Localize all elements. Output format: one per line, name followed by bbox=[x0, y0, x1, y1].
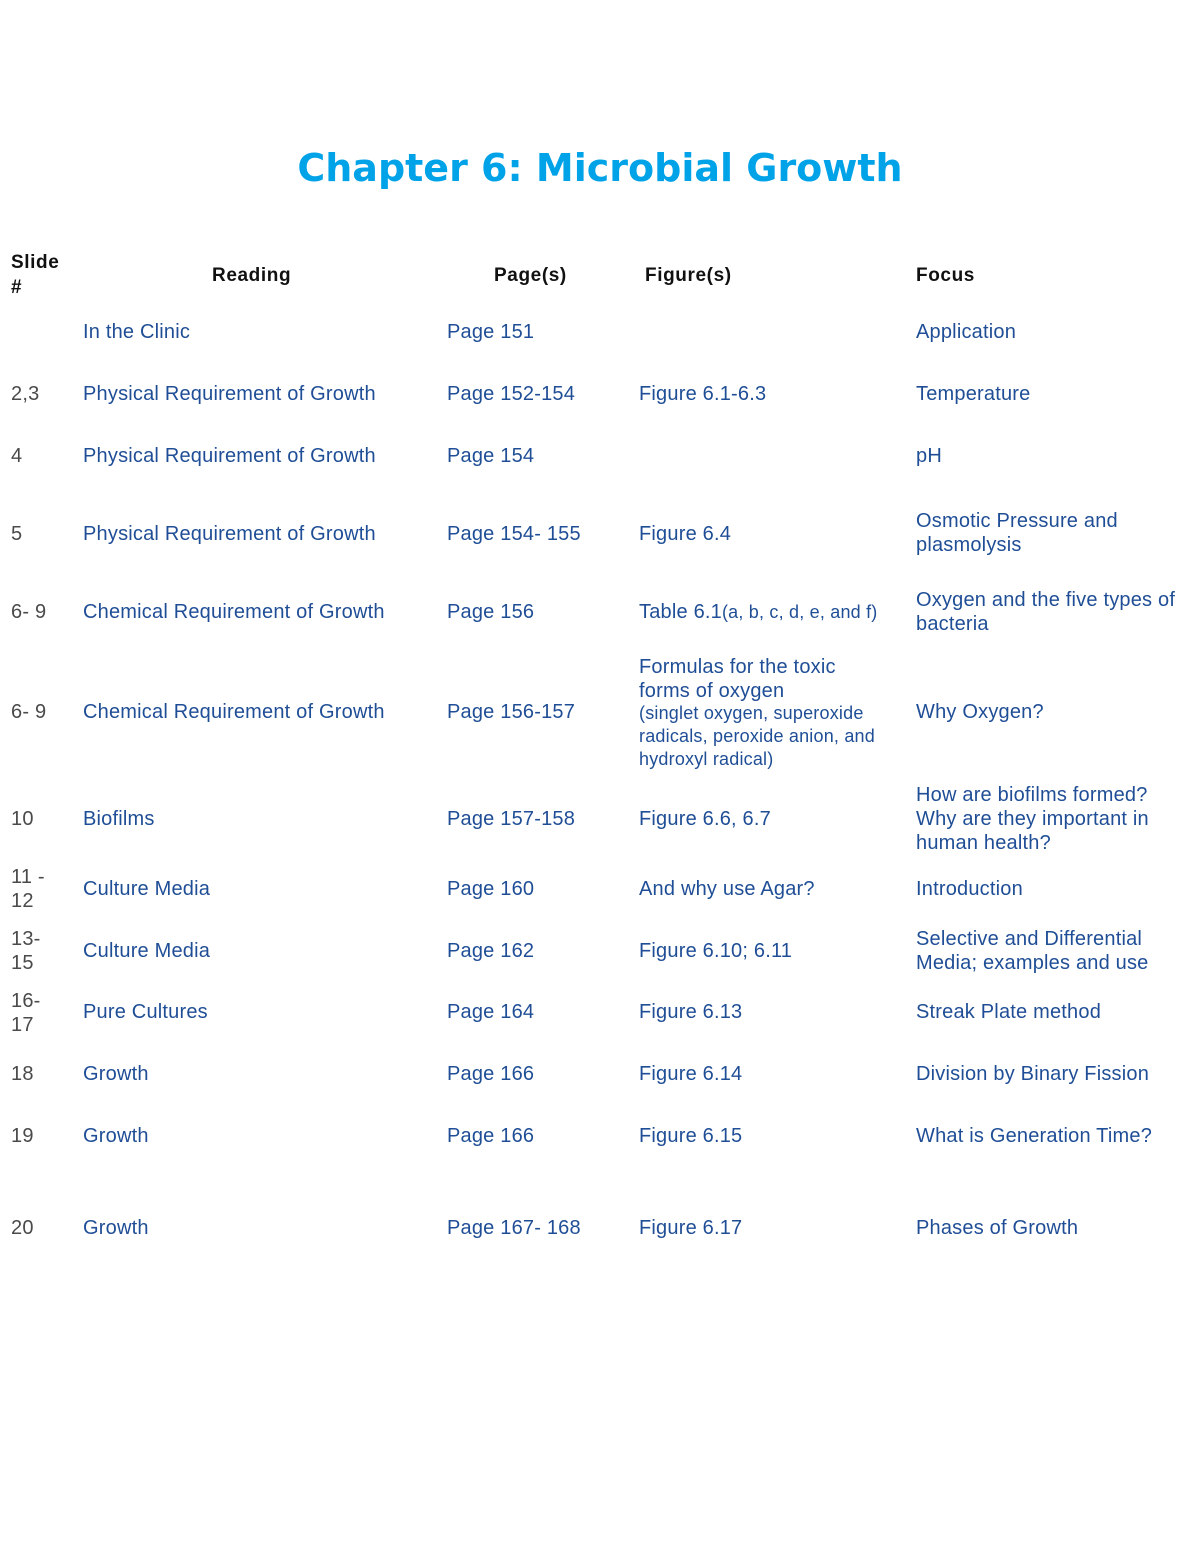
row-10-focus: Division by Binary Fission bbox=[916, 1063, 1150, 1085]
row-5-pages: Page 156-157 bbox=[447, 701, 576, 723]
row-12-focus: Phases of Growth bbox=[916, 1217, 1079, 1239]
row-12-reading: Growth bbox=[83, 1217, 149, 1239]
row-1-figures: Figure 6.1-6.3 bbox=[639, 383, 767, 405]
row-4-figures-extra: (a, b, c, d, e, and f) bbox=[721, 602, 878, 622]
header-figures: Figure(s) bbox=[645, 265, 732, 286]
row-4-slide: 6- 9 bbox=[11, 601, 47, 623]
row-7-slide: 11 - 12 bbox=[11, 866, 45, 912]
row-11-figures: Figure 6.15 bbox=[639, 1125, 743, 1147]
row-6-reading: Biofilms bbox=[83, 808, 155, 830]
row-4-figures-main: Table 6.1 bbox=[639, 601, 722, 623]
row-3-reading: Physical Requirement of Growth bbox=[83, 523, 376, 545]
header-reading: Reading bbox=[212, 265, 292, 286]
row-12-figures: Figure 6.17 bbox=[639, 1217, 743, 1239]
row-9-figures: Figure 6.13 bbox=[639, 1001, 743, 1023]
row-5-reading: Chemical Requirement of Growth bbox=[83, 701, 385, 723]
header-slide: Slide # bbox=[11, 252, 60, 298]
row-3-focus: Osmotic Pressure and plasmolysis bbox=[916, 510, 1118, 556]
row-11-slide: 19 bbox=[11, 1125, 34, 1147]
row-12-pages: Page 167- 168 bbox=[447, 1217, 581, 1239]
row-2-pages: Page 154 bbox=[447, 445, 535, 467]
row-5-focus: Why Oxygen? bbox=[916, 701, 1044, 723]
row-10-pages: Page 166 bbox=[447, 1063, 535, 1085]
header-focus: Focus bbox=[916, 265, 975, 286]
row-3-slide: 5 bbox=[11, 523, 23, 545]
row-8-reading: Culture Media bbox=[83, 940, 211, 962]
row-3-pages: Page 154- 155 bbox=[447, 523, 581, 545]
row-8-focus: Selective and Differential Media; examples and use bbox=[916, 928, 1149, 974]
row-8-slide: 13- 15 bbox=[11, 928, 41, 974]
row-8-pages: Page 162 bbox=[447, 940, 535, 962]
row-6-slide: 10 bbox=[11, 808, 34, 830]
row-4-reading: Chemical Requirement of Growth bbox=[83, 601, 385, 623]
row-10-slide: 18 bbox=[11, 1063, 34, 1085]
row-1-focus: Temperature bbox=[916, 383, 1031, 405]
row-5-slide: 6- 9 bbox=[11, 701, 47, 723]
row-5-figures: Formulas for the toxic forms of oxygen bbox=[639, 656, 836, 702]
row-9-pages: Page 164 bbox=[447, 1001, 535, 1023]
row-2-reading: Physical Requirement of Growth bbox=[83, 445, 376, 467]
row-10-reading: Growth bbox=[83, 1063, 149, 1085]
row-0-pages: Page 151 bbox=[447, 321, 535, 343]
row-11-focus: What is Generation Time? bbox=[916, 1125, 1153, 1147]
row-4-focus: Oxygen and the five types of bacteria bbox=[916, 589, 1176, 635]
row-4-pages: Page 156 bbox=[447, 601, 535, 623]
row-6-pages: Page 157-158 bbox=[447, 808, 576, 830]
row-7-pages: Page 160 bbox=[447, 878, 535, 900]
row-11-pages: Page 166 bbox=[447, 1125, 535, 1147]
row-4-figures bbox=[639, 600, 877, 624]
row-9-reading: Pure Cultures bbox=[83, 1001, 208, 1023]
row-6-focus: How are biofilms formed? Why are they important in human health? bbox=[916, 784, 1149, 854]
row-0-reading: In the Clinic bbox=[83, 321, 191, 343]
row-1-slide: 2,3 bbox=[11, 383, 40, 405]
row-10-figures: Figure 6.14 bbox=[639, 1063, 743, 1085]
row-2-focus: pH bbox=[916, 445, 942, 467]
row-9-slide: 16- 17 bbox=[11, 990, 41, 1036]
row-1-pages: Page 152-154 bbox=[447, 383, 576, 405]
row-1-reading: Physical Requirement of Growth bbox=[83, 383, 376, 405]
row-12-slide: 20 bbox=[11, 1217, 34, 1239]
row-3-figures: Figure 6.4 bbox=[639, 523, 732, 545]
row-2-slide: 4 bbox=[11, 445, 23, 467]
row-6-figures: Figure 6.6, 6.7 bbox=[639, 808, 771, 830]
row-7-focus: Introduction bbox=[916, 878, 1023, 900]
row-11-reading: Growth bbox=[83, 1125, 149, 1147]
row-8-figures: Figure 6.10; 6.11 bbox=[639, 940, 793, 962]
row-5-figures-extra: (singlet oxygen, superoxide radicals, peroxide anion, and hydroxyl radical) bbox=[639, 703, 875, 769]
row-7-figures: And why use Agar? bbox=[639, 878, 815, 900]
header-pages: Page(s) bbox=[494, 265, 567, 286]
row-9-focus: Streak Plate method bbox=[916, 1001, 1102, 1023]
row-7-reading: Culture Media bbox=[83, 878, 211, 900]
page-title: Chapter 6: Microbial Growth bbox=[297, 146, 903, 190]
row-0-focus: Application bbox=[916, 321, 1017, 343]
